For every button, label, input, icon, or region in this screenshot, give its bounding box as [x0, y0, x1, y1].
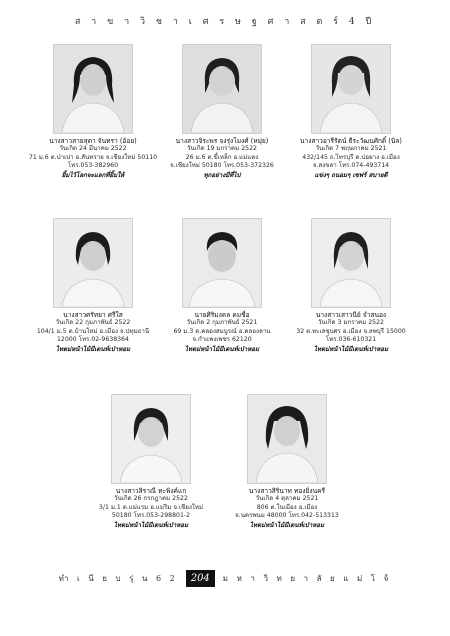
- graduate-card: [147, 44, 297, 180]
- portrait-photo: [311, 44, 391, 134]
- portrait-photo: [53, 44, 133, 134]
- graduate-card: [18, 44, 168, 180]
- motto: ไทดม่หน้าไม้มีเดนท์เป่าหอม: [313, 345, 389, 353]
- portrait-photo: [53, 218, 133, 308]
- graduate-card: [276, 218, 426, 354]
- birth-date: วันเกิด 4 ตุลาคม 2521: [255, 495, 319, 503]
- birth-date: วันเกิด 7 พฤษภาคม 2521: [315, 145, 387, 153]
- portrait-photo: [182, 44, 262, 134]
- motto: ไทดม่หน้าไม้มีเดนท์เป่าหอม: [184, 345, 260, 353]
- motto: ยิ้มไว้โลกจะแลกที่ยิ้มให้: [61, 171, 125, 179]
- person-name: นางสาวเสาวนีย์ จำสนอง: [315, 311, 387, 319]
- motto: ไทดม่หน้าไม้มีเดนท์เป่าหอม: [249, 521, 325, 529]
- portrait-photo: [311, 218, 391, 308]
- portrait-photo: [182, 218, 262, 308]
- graduate-card: [276, 44, 426, 180]
- address-line: 50180 โทร.053-298801-2: [111, 512, 191, 520]
- birth-date: วันเกิด 22 กุมภาพันธ์ 2522: [55, 319, 131, 327]
- motto: ทุกอย่างมีที่ไป: [203, 171, 241, 179]
- page-number: 204: [186, 570, 215, 587]
- person-name: นางสาวจิระพร จงรุ่งโมงศ์ (หมุ่ย): [175, 137, 269, 145]
- birth-date: วันเกิด 26 กรกฎาคม 2522: [114, 495, 188, 503]
- address-line: จ.นครพนม 48000 โทร.042-513313: [235, 512, 339, 520]
- address-line: จ.กำแพงเพชร 62120: [192, 336, 252, 344]
- person-name: นางสาวสายสุดา จันทรา (อ้อย): [49, 137, 137, 145]
- address-line: 3/1 ม.1 ต.แม่แรม อ.แม่ริม จ.เชียงใหม่: [98, 503, 204, 511]
- address-line: โทร.053-382960: [67, 162, 119, 170]
- address-line: 104/1 ม.5 ต.บ้านใหม่ อ.เมือง จ.ปทุมธานี: [36, 327, 150, 335]
- address-line: 806 ต.ในเมือง อ.เมือง: [256, 503, 318, 511]
- person-name: นางสาวอารีรัตน์ ธีระวัฒนศักดิ์ (นิล): [299, 137, 402, 145]
- birth-date: วันเกิด 3 มกราคม 2522: [317, 319, 384, 327]
- address-line: จ.สงขลา โทร.074-493714: [312, 162, 390, 170]
- person-name: นางสาวศรัทยา ศรีใส: [63, 311, 123, 319]
- birth-date: วันเกิด 19 มกราคม 2522: [187, 145, 257, 153]
- page-header: ส า ข า วิ ช า เ ศ ร ษ ฐ ศ า ส ต ร์ 4 ปี: [74, 17, 376, 27]
- motto: ไทดม่หน้าไม้มีเดนท์เป่าหอม: [55, 345, 131, 353]
- birth-date: วันเกิด 24 มีนาคม 2522: [59, 145, 127, 153]
- address-line: 26 ม.6 ต.ขี้เหล็ก อ.แม่แตง: [185, 153, 259, 161]
- portrait-photo: [111, 394, 191, 484]
- address-line: จ.เชียงใหม่ 50180 โทร.053-372326: [170, 162, 274, 170]
- graduate-card: [18, 218, 168, 354]
- birth-date: วันเกิด 2 กุมภาพันธ์ 2521: [186, 319, 258, 327]
- person-name: นางสาวสิราณี ทะพิงค์แก: [115, 487, 187, 495]
- footer-university: ม ห า วิ ท ย า ลั ย แ ม่ โ จ้: [222, 573, 392, 583]
- footer-book-title: ทำ เ นี ย บ รุ่ น 6 2: [58, 573, 178, 583]
- address-line: 71 ม.6 ต.ป่าเปา อ.สันทราย จ.เชียงใหม่ 50110: [28, 153, 158, 161]
- person-name: นายศิริมงคล คมชื่อ: [194, 311, 250, 319]
- motto: แข่งๆ ถนอมๆ เซฟร์ สบายดี: [314, 171, 388, 179]
- motto: ไทดม่หน้าไม้มีเดนท์เป่าหอม: [113, 521, 189, 529]
- address-line: โทร.036-610321: [325, 336, 377, 344]
- graduate-card: [212, 394, 362, 530]
- address-line: 32 ต.ทะเลชุบศร อ.เมือง จ.ลพบุรี 15000: [296, 327, 406, 335]
- address-line: 69 ม.3 ต.คลองสมบูรณ์ อ.คลองลาน: [173, 327, 271, 335]
- portrait-photo: [247, 394, 327, 484]
- address-line: 12000 โทร.02-9638364: [56, 336, 129, 344]
- graduate-card: [76, 394, 226, 530]
- address-line: 432/145 ถ.ไทรบุรี ต.บ่อยาง อ.เมือง: [302, 153, 400, 161]
- person-name: นางสาวสิรินาท ทองยิ่งนครี: [248, 487, 326, 495]
- page-footer: [0, 566, 450, 590]
- graduate-card: [147, 218, 297, 354]
